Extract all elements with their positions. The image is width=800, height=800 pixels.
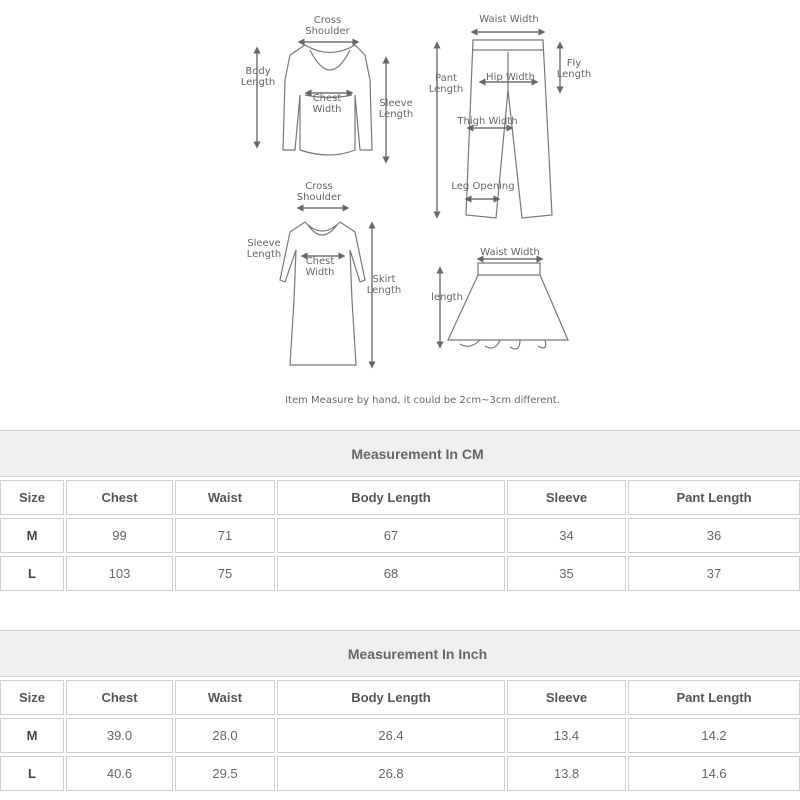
label-sleeve-length-dress: Sleeve Length xyxy=(246,238,282,260)
cell-body-length: 26.8 xyxy=(277,756,505,791)
cell-body-length: 26.4 xyxy=(277,718,505,753)
table-header-row xyxy=(0,680,800,715)
cell-body-length: 67 xyxy=(277,518,505,553)
header-waist: Waist xyxy=(175,680,275,715)
cell-chest: 103 xyxy=(66,556,173,591)
cell-waist: 75 xyxy=(175,556,275,591)
cell-chest: 40.6 xyxy=(66,756,173,791)
header-size: Size xyxy=(0,480,64,515)
cell-size: M xyxy=(0,518,64,553)
label-leg-opening: Leg Opening xyxy=(451,181,515,192)
cell-chest: 99 xyxy=(66,518,173,553)
header-chest: Chest xyxy=(66,680,173,715)
dress-sketch xyxy=(280,222,365,365)
inch-table xyxy=(0,630,800,794)
header-pant-length: Pant Length xyxy=(628,680,800,715)
table-row xyxy=(0,756,800,791)
label-length: length xyxy=(431,292,463,303)
cell-sleeve: 13.4 xyxy=(507,718,626,753)
table-row xyxy=(0,518,800,553)
label-body-length: Body Length xyxy=(240,66,276,88)
cell-sleeve: 13.8 xyxy=(507,756,626,791)
header-pant-length: Pant Length xyxy=(628,480,800,515)
label-chest-width-dress: Chest Width xyxy=(305,256,335,278)
label-hip-width: Hip Width xyxy=(486,72,535,83)
cell-pant-length: 37 xyxy=(628,556,800,591)
cell-body-length: 68 xyxy=(277,556,505,591)
cm-table-title: Measurement In CM xyxy=(0,431,800,477)
table-row xyxy=(0,556,800,591)
label-chest-width: Chest Width xyxy=(312,93,342,115)
cell-pant-length: 14.2 xyxy=(628,718,800,753)
cm-table-grid xyxy=(0,477,800,594)
cell-sleeve: 34 xyxy=(507,518,626,553)
label-thigh-width: Thigh Width xyxy=(457,116,518,127)
header-body-length: Body Length xyxy=(277,680,505,715)
label-cross-shoulder: Cross Shoulder xyxy=(305,15,350,37)
label-skirt-length: Skirt Length xyxy=(366,274,402,296)
measure-note: Item Measure by hand, it could be 2cm~3cm different. xyxy=(285,395,560,406)
header-size: Size xyxy=(0,680,64,715)
header-sleeve: Sleeve xyxy=(507,480,626,515)
header-sleeve: Sleeve xyxy=(507,680,626,715)
cm-table xyxy=(0,430,800,594)
header-body-length: Body Length xyxy=(277,480,505,515)
inch-table-title: Measurement In Inch xyxy=(0,631,800,677)
header-chest: Chest xyxy=(66,480,173,515)
cell-pant-length: 14.6 xyxy=(628,756,800,791)
label-waist-width: Waist Width xyxy=(479,14,539,25)
cell-sleeve: 35 xyxy=(507,556,626,591)
skirt-sketch xyxy=(448,263,568,349)
cell-size: L xyxy=(0,556,64,591)
cell-size: L xyxy=(0,756,64,791)
header-waist: Waist xyxy=(175,480,275,515)
label-cross-shoulder-dress: Cross Shoulder xyxy=(296,181,342,203)
label-sleeve-length: Sleeve Length xyxy=(378,98,414,120)
cell-waist: 71 xyxy=(175,518,275,553)
cell-pant-length: 36 xyxy=(628,518,800,553)
cell-size: M xyxy=(0,718,64,753)
inch-table-grid xyxy=(0,677,800,794)
label-waist-width-skirt: Waist Width xyxy=(480,247,540,258)
label-fly-length: Fly Length xyxy=(556,58,592,80)
cell-waist: 29.5 xyxy=(175,756,275,791)
cell-waist: 28.0 xyxy=(175,718,275,753)
table-row xyxy=(0,718,800,753)
cell-chest: 39.0 xyxy=(66,718,173,753)
label-pant-length: Pant Length xyxy=(428,73,464,95)
table-header-row xyxy=(0,480,800,515)
